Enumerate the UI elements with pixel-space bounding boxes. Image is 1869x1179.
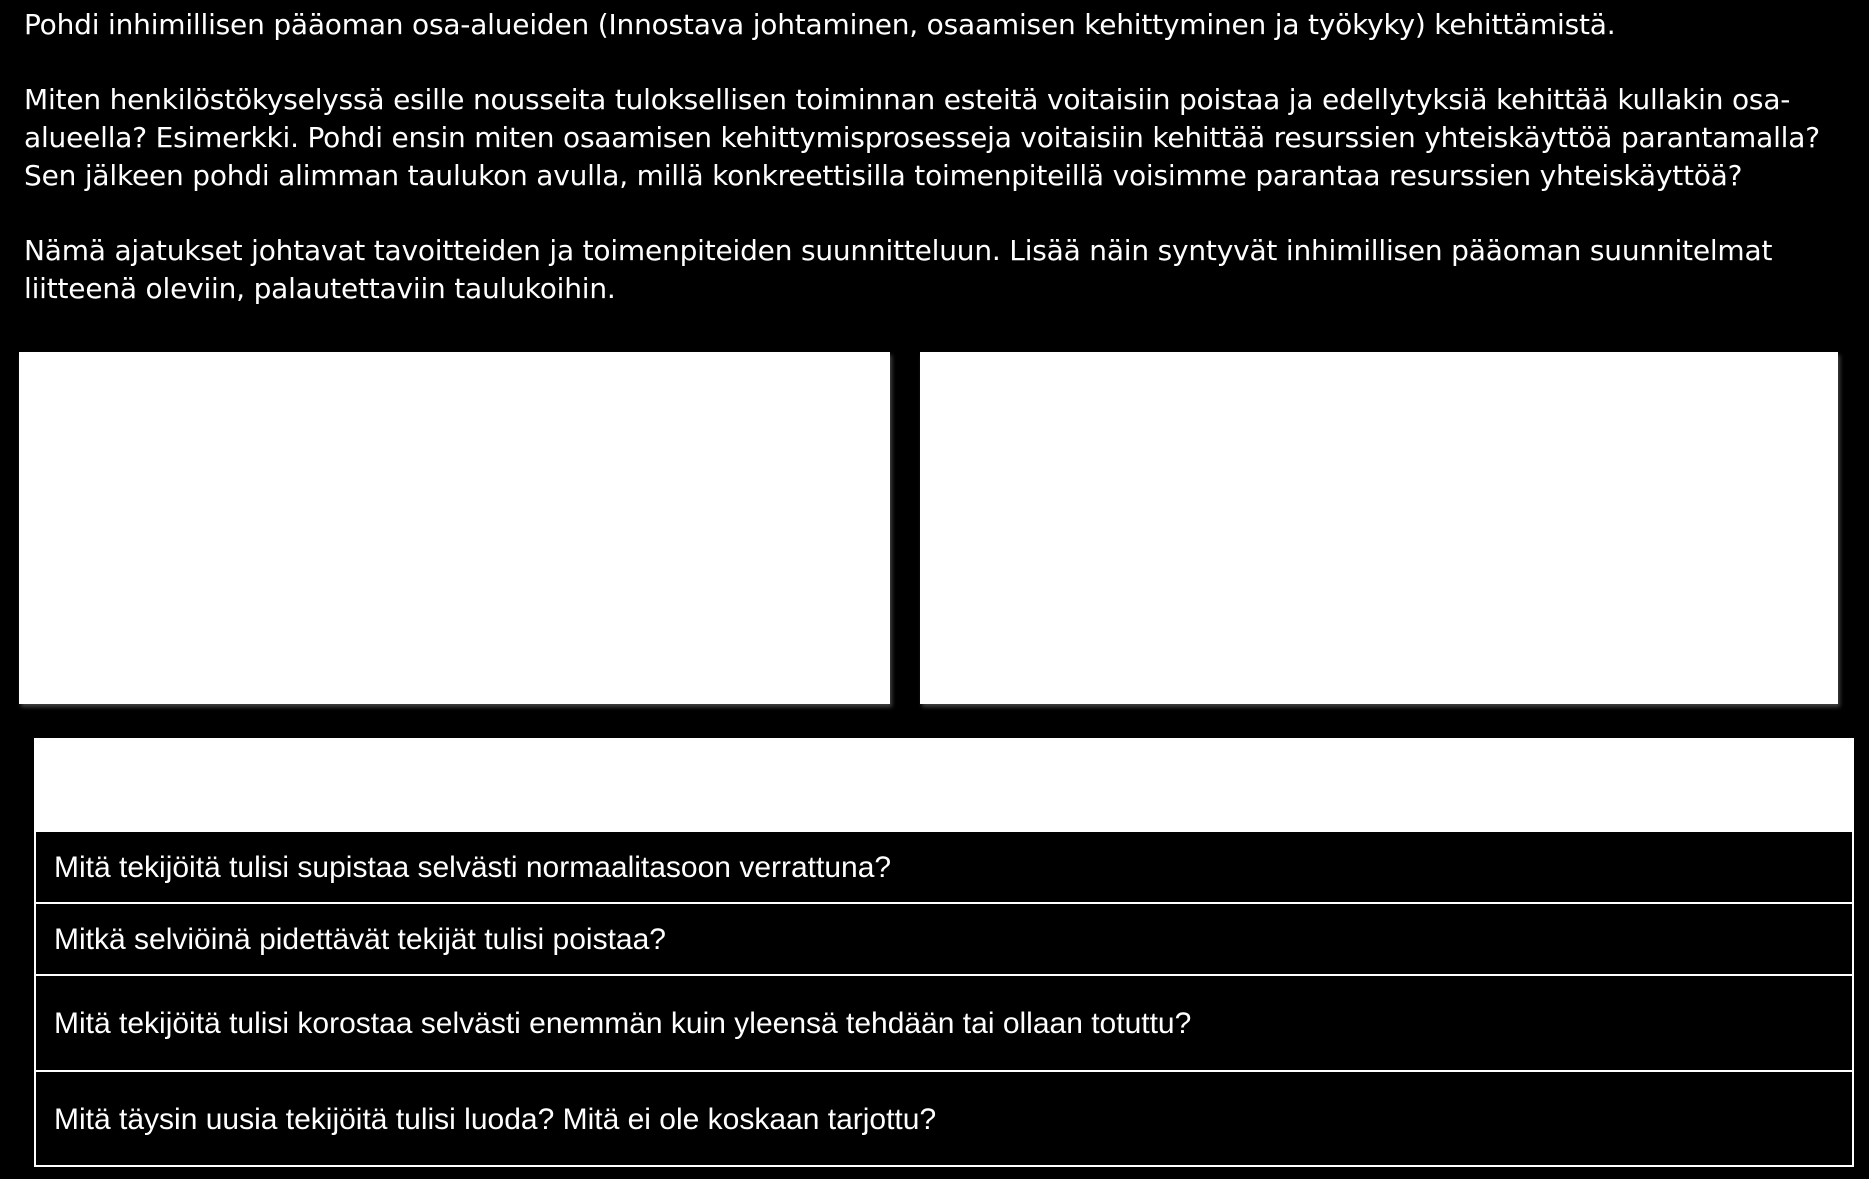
intro-line-1: Pohdi inhimillisen pääoman osa-alueiden (Innostava johtaminen, osaamisen kehittyminen ja työkyky) kehittämistä.: [24, 8, 1616, 41]
table-row-eliminate: [36, 902, 1852, 976]
table-row-reduce: [36, 830, 1852, 904]
table-header: [36, 740, 1852, 832]
question-table: [34, 738, 1854, 1167]
intro-paragraph-3: Nämä ajatukset johtavat tavoitteiden ja toimenpiteiden suunnitteluun. Lisää näin syntyvät inhimillisen pääoman suunnitelmat liitteenä oleviin, palautettaviin taulukoihin.: [24, 234, 1773, 305]
table-row-label: Mitkä selviöinä pidettävät tekijät tulisi poistaa?: [54, 923, 666, 956]
instructions-text: [24, 6, 1854, 308]
intro-paragraph-2: Miten henkilöstökyselyssä esille nousseita tuloksellisen toiminnan esteitä voitaisiin poistaa ja edellytyksiä kehittää kullakin osa-alueella? Esimerkki. Pohdi ensin miten osaamisen kehittymisprosesseja voitaisiin kehittää resurssien yhteiskäyttöä parantamalla? Sen jälkeen pohdi alimman taulukon avulla, millä konkreettisilla toimenpiteillä voisimme parantaa resurssien yhteiskäyttöä?: [24, 83, 1820, 192]
table-row-raise: [36, 974, 1852, 1072]
table-row-label: Mitä täysin uusia tekijöitä tulisi luoda? Mitä ei ole koskaan tarjottu?: [54, 1102, 937, 1136]
table-row-label: Mitä tekijöitä tulisi korostaa selvästi enemmän kuin yleensä tehdään tai ollaan totuttu?: [54, 1007, 1192, 1040]
blank-image-right: [920, 352, 1838, 704]
blank-image-left: [19, 352, 890, 704]
table-row-label: Mitä tekijöitä tulisi supistaa selvästi normaalitasoon verrattuna?: [54, 851, 892, 884]
table-row-create: [36, 1070, 1852, 1167]
